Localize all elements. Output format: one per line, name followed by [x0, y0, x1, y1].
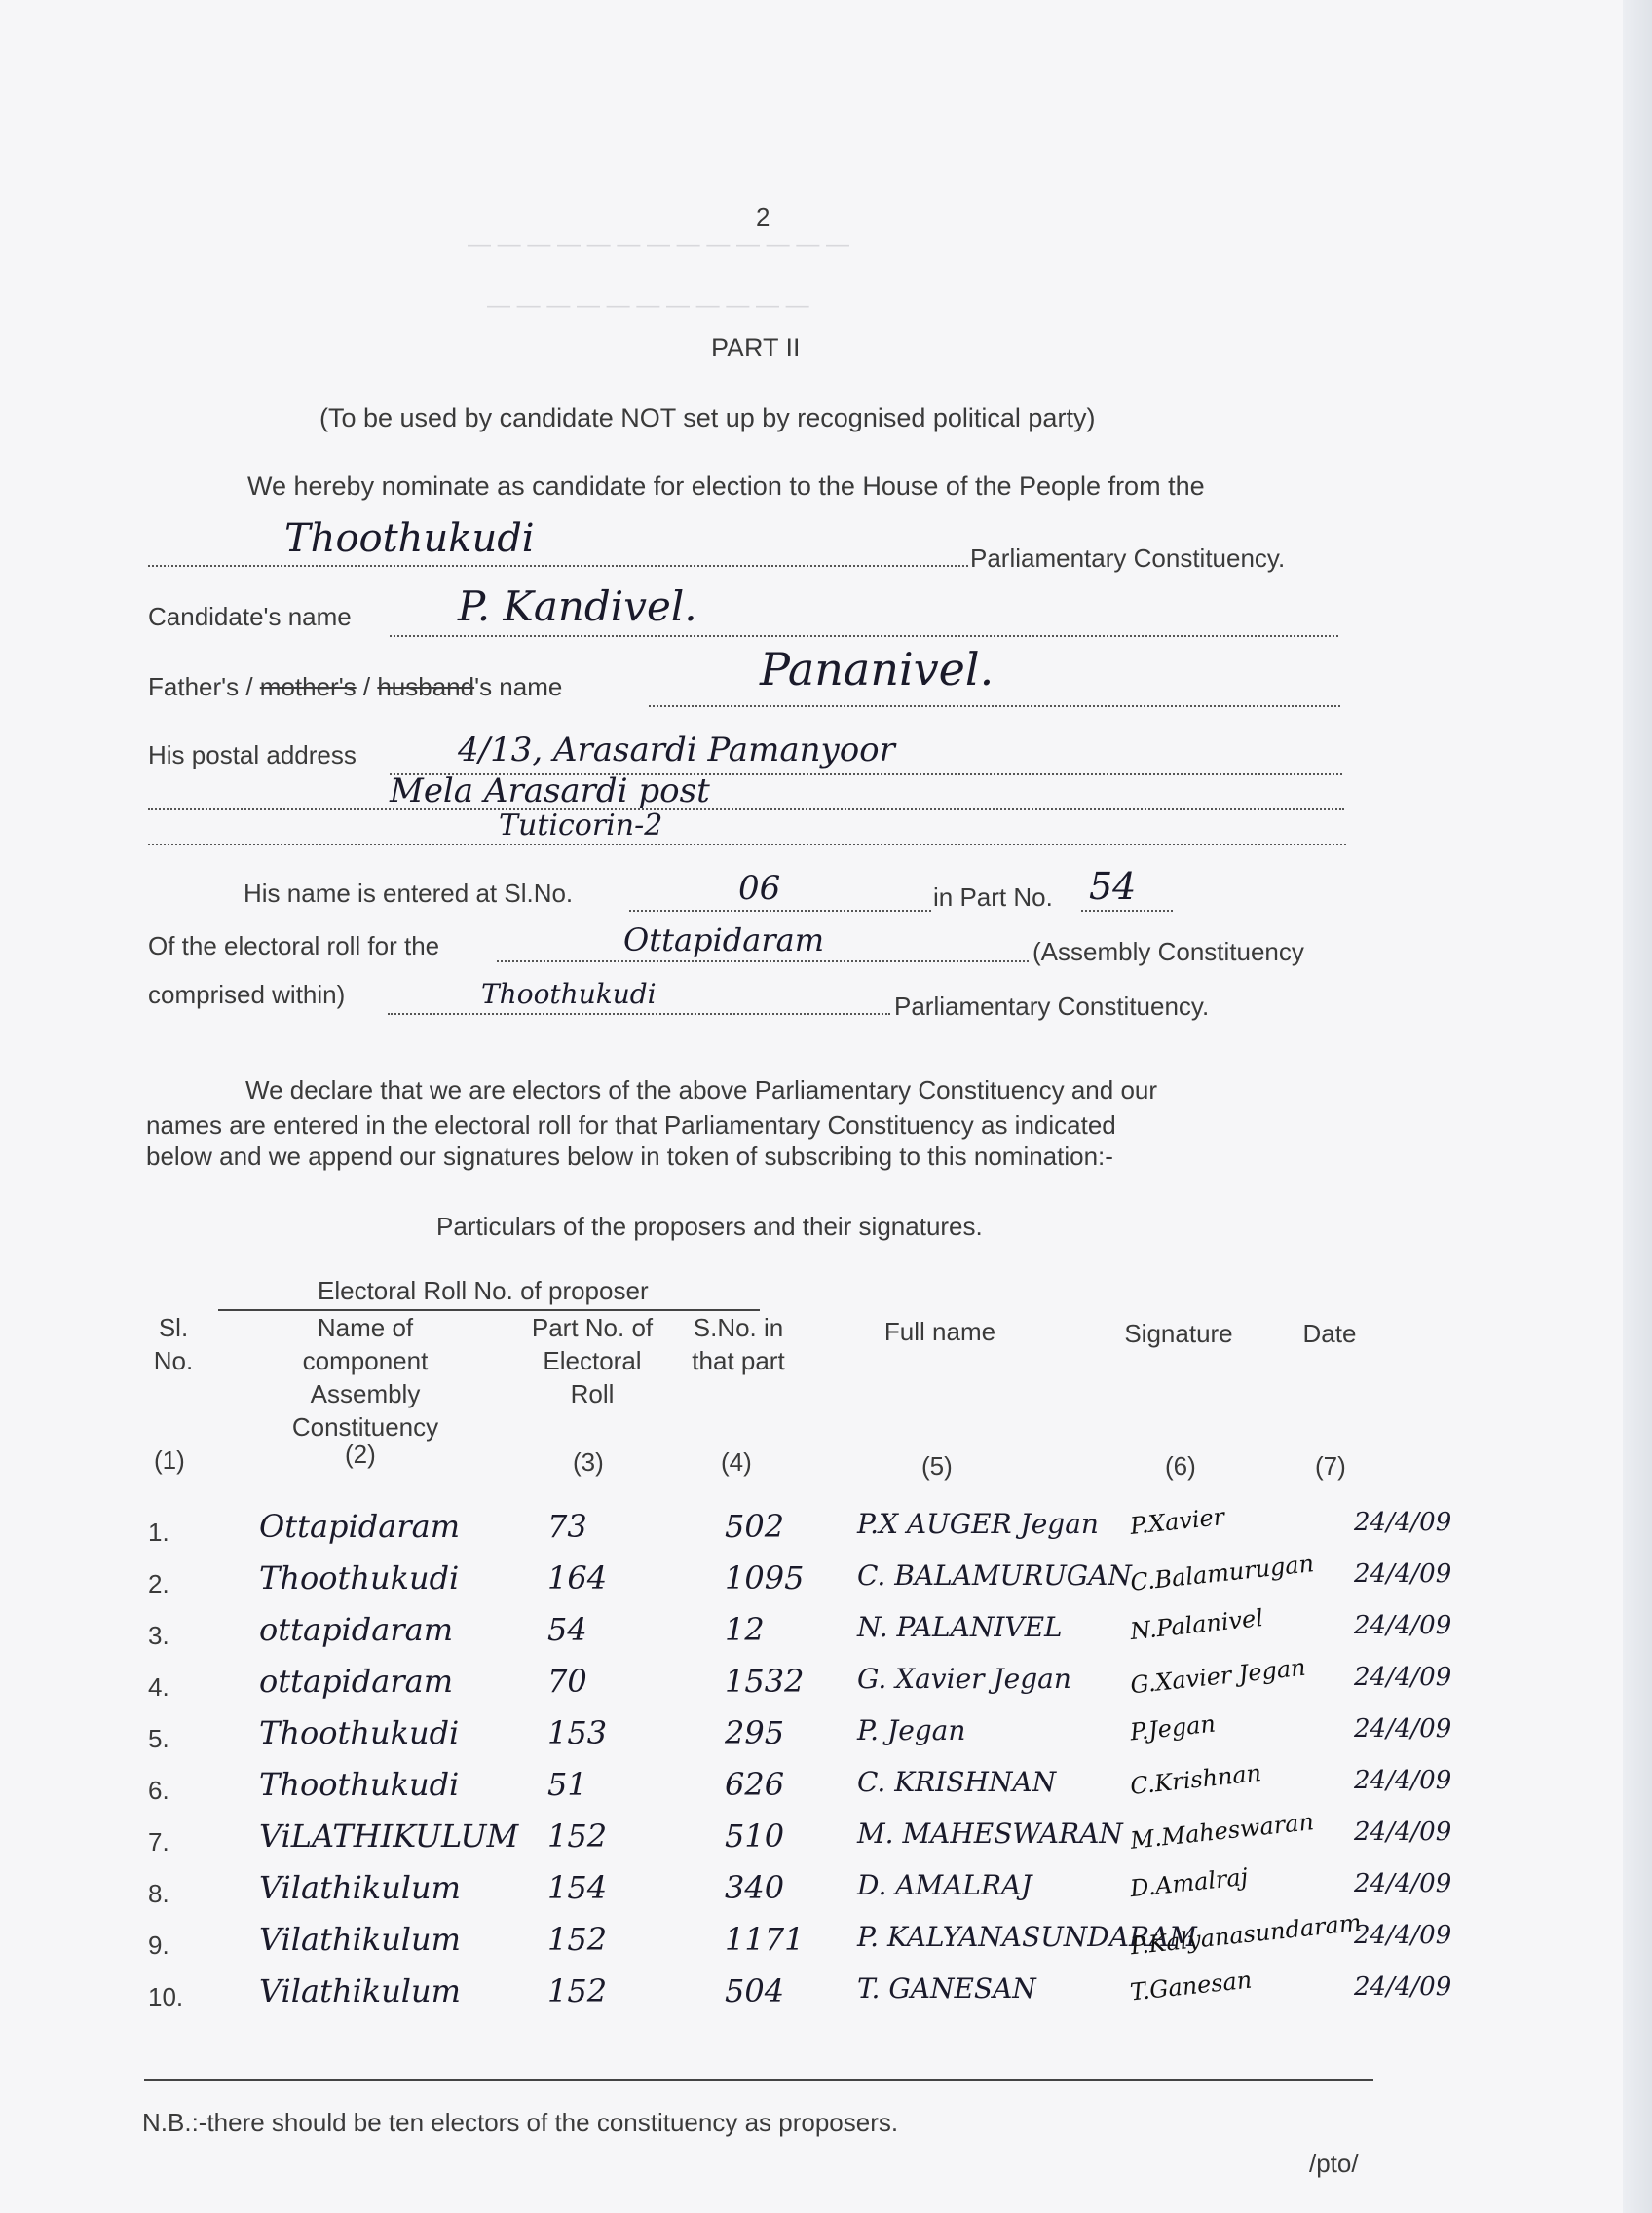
- row-date: 24/4/09: [1354, 1663, 1452, 1692]
- row-s-no: 1171: [725, 1921, 805, 1958]
- row-full-name: P. KALYANASUNDARAM: [857, 1921, 1197, 1953]
- col-number-3: (3): [573, 1447, 604, 1477]
- row-date: 24/4/09: [1354, 1921, 1452, 1950]
- row-s-no: 340: [725, 1869, 785, 1906]
- row-sl-no: 2.: [148, 1569, 169, 1598]
- father-dotted-line: [649, 705, 1340, 707]
- row-date: 24/4/09: [1354, 1869, 1452, 1898]
- row-s-no: 510: [725, 1818, 785, 1855]
- part-dotted-line: [1081, 910, 1173, 912]
- declaration-line-3: below and we append our signatures below in token of subscribing to this nomination:-: [146, 1142, 1113, 1171]
- row-sl-no: 4.: [148, 1672, 169, 1702]
- row-full-name: P.X AUGER Jegan: [857, 1508, 1099, 1540]
- row-date: 24/4/09: [1354, 1818, 1452, 1847]
- row-part-no: 154: [547, 1869, 608, 1906]
- row-part-no: 51: [547, 1766, 587, 1803]
- page-number: 2: [756, 203, 770, 232]
- row-part-no: 73: [547, 1508, 587, 1545]
- row-date: 24/4/09: [1354, 1559, 1452, 1589]
- address-dotted-line-3: [148, 844, 1346, 845]
- declaration-line-1: We declare that we are electors of the above Parliamentary Constituency and our: [245, 1075, 1158, 1105]
- constituency-dotted-line: [148, 565, 968, 567]
- row-assembly-constituency: Vilathikulum: [259, 1869, 461, 1906]
- row-signature: N.Palanivel: [1128, 1603, 1265, 1646]
- parliamentary-dotted-line: [388, 1013, 890, 1015]
- particulars-title: Particulars of the proposers and their signatures.: [436, 1212, 983, 1241]
- row-signature: P.Kalyanasundaram: [1129, 1908, 1363, 1961]
- row-assembly-constituency: Vilathikulum: [259, 1921, 461, 1958]
- row-assembly-constituency: Thoothukudi: [259, 1559, 460, 1596]
- footer-rule: [144, 2079, 1373, 2081]
- father-name-value: Pananivel.: [760, 643, 995, 695]
- row-s-no: 626: [725, 1766, 785, 1803]
- row-full-name: C. BALAMURUGAN: [857, 1559, 1132, 1592]
- row-full-name: T. GANESAN: [857, 1972, 1036, 2005]
- row-signature: T.Ganesan: [1128, 1966, 1254, 2007]
- scan-page-edge: [1623, 0, 1652, 2213]
- address-line-2: Mela Arasardi post: [390, 771, 710, 810]
- electoral-roll-group-header: Electoral Roll No. of proposer: [318, 1276, 649, 1305]
- assembly-suffix: (Assembly Constituency: [1032, 937, 1304, 966]
- row-full-name: P. Jegan: [857, 1714, 966, 1746]
- row-sl-no: 9.: [148, 1931, 169, 1960]
- sl-no-value: 06: [738, 869, 781, 908]
- row-assembly-constituency: Vilathikulum: [259, 1972, 461, 2009]
- row-assembly-constituency: ottapidaram: [259, 1663, 454, 1700]
- row-part-no: 153: [547, 1714, 608, 1751]
- header-full-name: Full name: [883, 1317, 996, 1346]
- comprised-label: comprised within): [148, 980, 346, 1009]
- assembly-dotted-line: [497, 960, 1029, 962]
- col-number-2: (2): [345, 1440, 376, 1469]
- col-number-4: (4): [721, 1447, 752, 1477]
- candidate-name-value: P. Kandivel.: [458, 582, 697, 630]
- row-sl-no: 8.: [148, 1879, 169, 1908]
- row-date: 24/4/09: [1354, 1611, 1452, 1640]
- part-label: in Part No.: [933, 882, 1053, 912]
- bleed-through-text: — — — — — — — — — — —: [487, 292, 809, 319]
- row-part-no: 54: [547, 1611, 587, 1648]
- col-number-1: (1): [154, 1445, 185, 1475]
- row-assembly-constituency: ViLATHIKULUM: [259, 1818, 519, 1855]
- constituency-suffix: Parliamentary Constituency.: [970, 544, 1286, 573]
- row-full-name: M. MAHESWARAN: [857, 1818, 1123, 1850]
- header-component-ac: Name of component Assembly Constituency: [291, 1313, 439, 1442]
- candidate-dotted-line: [390, 635, 1338, 637]
- row-assembly-constituency: Ottapidaram: [259, 1508, 461, 1545]
- row-signature: C.Krishnan: [1128, 1759, 1263, 1800]
- row-signature: D.Amalraj: [1128, 1862, 1250, 1903]
- row-s-no: 1532: [725, 1663, 805, 1700]
- nomination-statement: We hereby nominate as candidate for election to the House of the People from the: [247, 471, 1205, 501]
- row-s-no: 12: [725, 1611, 765, 1648]
- address-dotted-line-2: [148, 808, 1344, 810]
- header-part-no: Part No. of Electoral Roll: [531, 1313, 654, 1408]
- address-label: His postal address: [148, 740, 357, 769]
- parliamentary-suffix: Parliamentary Constituency.: [894, 992, 1210, 1021]
- row-signature: P.Xavier: [1128, 1502, 1226, 1541]
- col-number-6: (6): [1165, 1451, 1196, 1481]
- row-signature: G.Xavier Jegan: [1129, 1653, 1307, 1700]
- row-sl-no: 6.: [148, 1776, 169, 1805]
- constituency-value: Thoothukudi: [284, 516, 535, 561]
- row-full-name: G. Xavier Jegan: [857, 1663, 1071, 1695]
- row-sl-no: 1.: [148, 1518, 169, 1547]
- row-s-no: 504: [725, 1972, 785, 2009]
- row-date: 24/4/09: [1354, 1766, 1452, 1795]
- pto-label: /pto/: [1309, 2149, 1359, 2178]
- row-sl-no: 7.: [148, 1827, 169, 1857]
- row-assembly-constituency: Thoothukudi: [259, 1766, 460, 1803]
- parliamentary-value: Thoothukudi: [481, 978, 657, 1010]
- row-sl-no: 3.: [148, 1621, 169, 1650]
- electoral-roll-label: Of the electoral roll for the: [148, 931, 440, 960]
- header-date: Date: [1302, 1319, 1357, 1348]
- row-date: 24/4/09: [1354, 1714, 1452, 1744]
- header-signature: Signature: [1124, 1319, 1233, 1348]
- entry-label: His name is entered at Sl.No.: [244, 879, 574, 908]
- row-full-name: N. PALANIVEL: [857, 1611, 1063, 1643]
- row-signature: C.Balamurugan: [1129, 1550, 1316, 1596]
- header-s-no: S.No. in that part: [692, 1313, 785, 1375]
- bleed-through-text: — — — — — — — — — — — — —: [468, 232, 850, 258]
- row-s-no: 1095: [725, 1559, 805, 1596]
- address-line-3: Tuticorin-2: [499, 808, 663, 843]
- row-signature: M.Maheswaran: [1129, 1808, 1316, 1855]
- row-signature: P.Jegan: [1128, 1709, 1218, 1746]
- row-part-no: 152: [547, 1818, 608, 1855]
- row-sl-no: 5.: [148, 1724, 169, 1753]
- header-sl-no: Sl. No.: [153, 1313, 194, 1375]
- row-part-no: 164: [547, 1559, 608, 1596]
- subtitle: (To be used by candidate NOT set up by recognised political party): [319, 403, 1096, 432]
- row-s-no: 295: [725, 1714, 785, 1751]
- row-assembly-constituency: ottapidaram: [259, 1611, 454, 1648]
- father-label: Father's / mother's / husband's name: [148, 672, 563, 701]
- row-sl-no: 10.: [148, 1982, 184, 2011]
- candidate-label: Candidate's name: [148, 602, 352, 631]
- row-assembly-constituency: Thoothukudi: [259, 1714, 460, 1751]
- row-part-no: 152: [547, 1921, 608, 1958]
- declaration-line-2: names are entered in the electoral roll for that Parliamentary Constituency as indicated: [146, 1110, 1116, 1140]
- address-line-1: 4/13, Arasardi Pamanyoor: [458, 731, 895, 769]
- row-full-name: C. KRISHNAN: [857, 1766, 1057, 1798]
- row-part-no: 70: [547, 1663, 587, 1700]
- part-no-value: 54: [1089, 865, 1137, 908]
- assembly-value: Ottapidaram: [623, 921, 825, 958]
- col-number-5: (5): [921, 1451, 953, 1481]
- row-part-no: 152: [547, 1972, 608, 2009]
- slno-dotted-line: [629, 910, 931, 912]
- row-s-no: 502: [725, 1508, 785, 1545]
- row-date: 24/4/09: [1354, 1972, 1452, 2002]
- nb-note: N.B.:-there should be ten electors of the constituency as proposers.: [142, 2108, 899, 2137]
- col-number-7: (7): [1315, 1451, 1346, 1481]
- row-date: 24/4/09: [1354, 1508, 1452, 1537]
- row-full-name: D. AMALRAJ: [857, 1869, 1032, 1901]
- part-title: PART II: [711, 333, 801, 362]
